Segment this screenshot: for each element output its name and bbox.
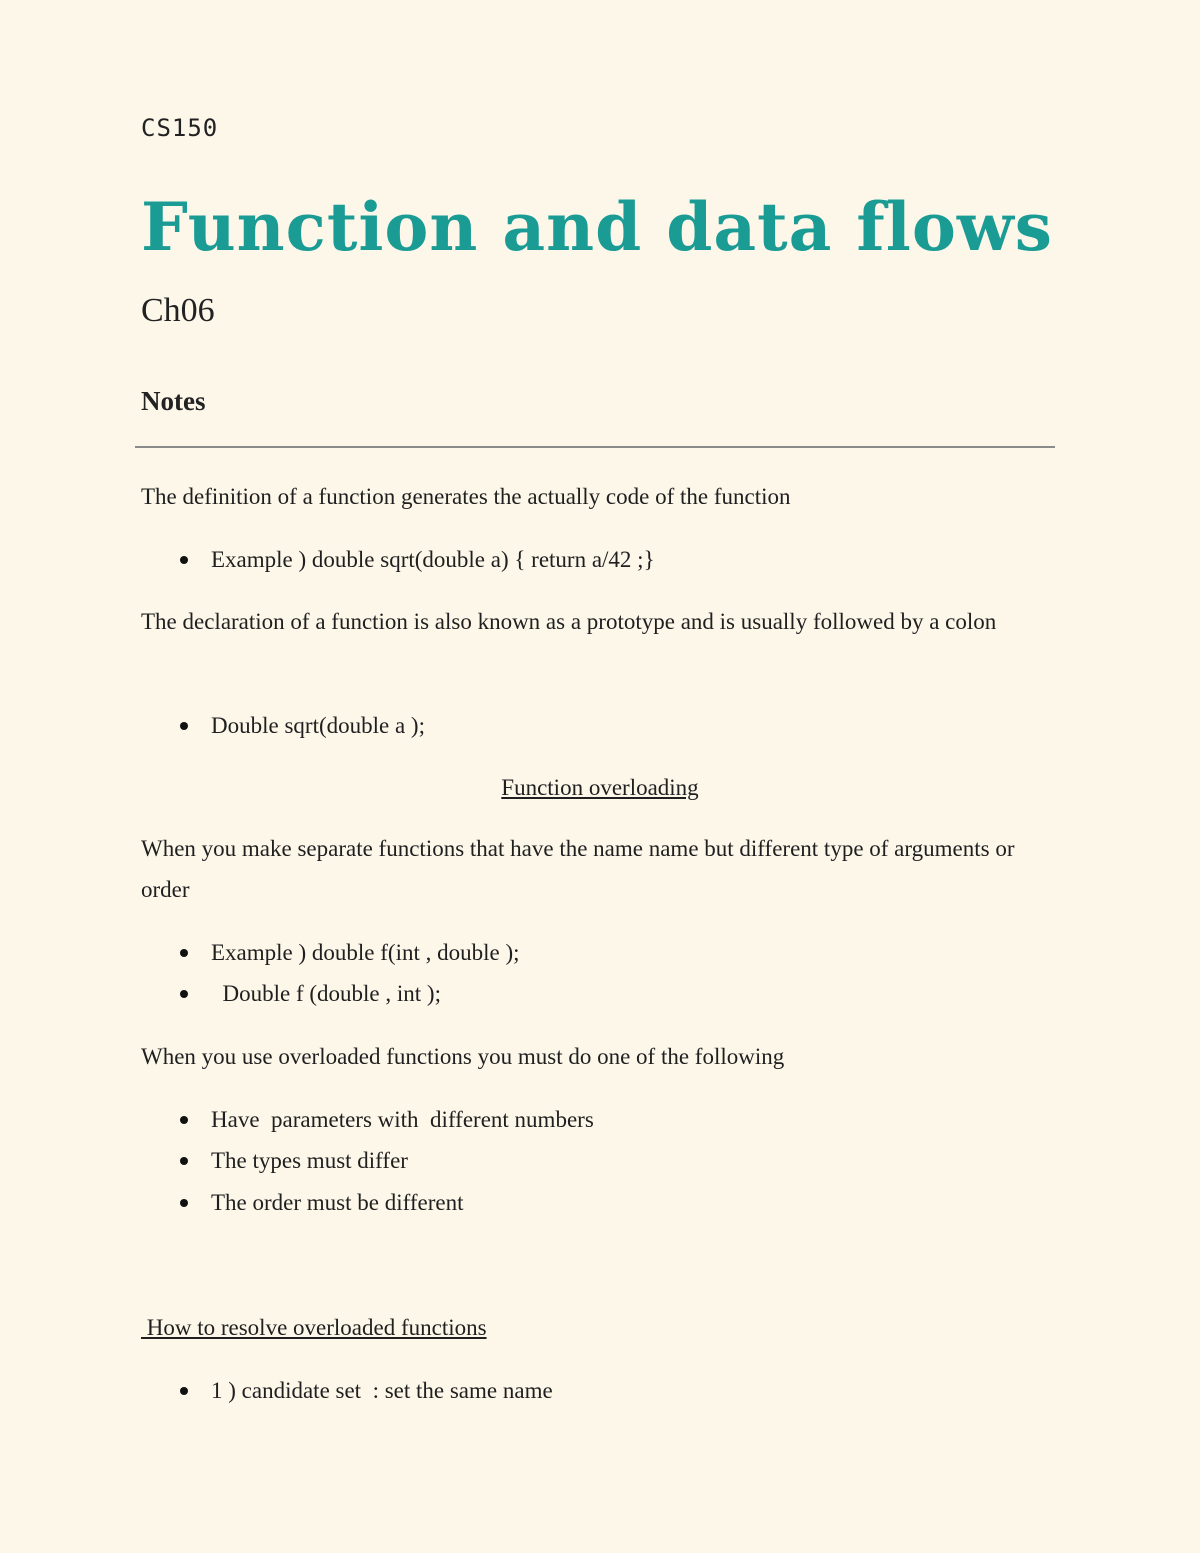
list-item-text: Example ) double f(int , double );	[211, 940, 520, 965]
list-item	[141, 973, 441, 1014]
list-item-text: 1 ) candidate set : set the same name	[211, 1378, 553, 1403]
section-heading-notes: Notes	[141, 386, 206, 416]
subheading-function-overloading: Function overloading	[501, 775, 699, 800]
bullet-icon	[180, 949, 188, 957]
list-item	[141, 932, 520, 973]
list-item-text: The types must differ	[211, 1148, 408, 1173]
list-item	[141, 1099, 594, 1140]
paragraph-declaration: The declaration of a function is also known as a prototype and is usually followed by a colon	[141, 609, 997, 634]
bullet-icon	[180, 556, 188, 564]
list-item-text: Have parameters with different numbers	[211, 1107, 594, 1132]
list-item	[141, 705, 425, 746]
subheading-resolve-overloaded: How to resolve overloaded functions	[141, 1315, 487, 1340]
bullet-icon	[180, 990, 188, 998]
list-item	[141, 1370, 553, 1411]
list-item-text: Double sqrt(double a );	[211, 713, 425, 738]
bullet-icon	[180, 1116, 188, 1124]
list-item	[141, 539, 655, 580]
bullet-icon	[180, 722, 188, 730]
list-item-text: Example ) double sqrt(double a) { return a/42 ;}	[211, 547, 655, 572]
list-item-text: Double f (double , int );	[211, 981, 441, 1006]
bullet-icon	[180, 1387, 188, 1395]
bullet-icon	[180, 1157, 188, 1165]
paragraph-definition: The definition of a function generates the actually code of the function	[141, 484, 791, 509]
list-item	[141, 1182, 464, 1223]
bullet-icon	[180, 1199, 188, 1207]
page-title: Function and data flows	[141, 188, 1053, 266]
list-item	[141, 1140, 408, 1181]
course-code: CS150	[141, 114, 219, 142]
chapter-label: Ch06	[141, 292, 215, 329]
horizontal-divider	[135, 446, 1055, 448]
paragraph-overloading: When you make separate functions that have the name name but different type of arguments or order	[141, 836, 1015, 902]
list-item-text: The order must be different	[211, 1190, 464, 1215]
paragraph-overloaded-rules: When you use overloaded functions you must do one of the following	[141, 1044, 785, 1069]
